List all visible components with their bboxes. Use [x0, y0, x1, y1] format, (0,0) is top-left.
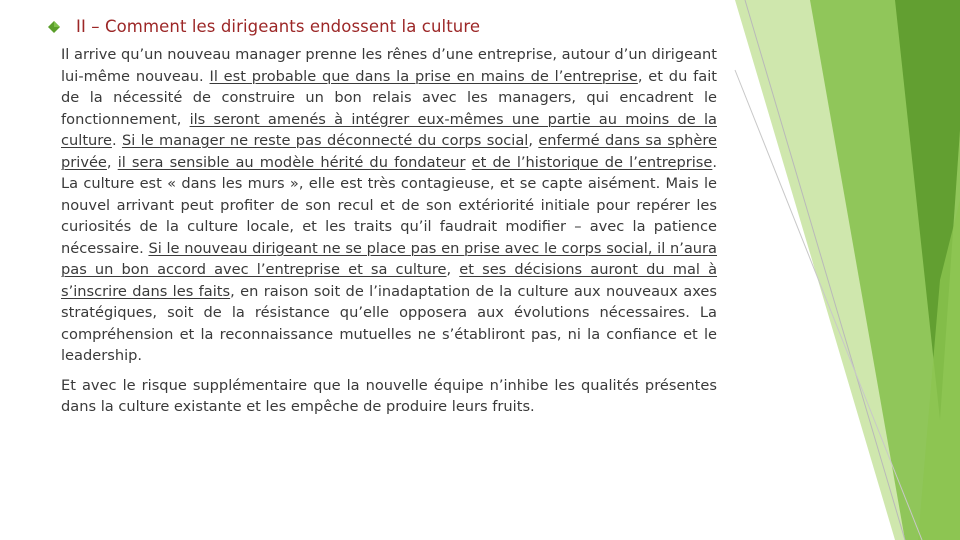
slide-body [61, 44, 717, 418]
underlined-segment: il sera sensible au modèle hérité du fondateur [117, 153, 466, 171]
paragraph-1 [61, 44, 717, 367]
paragraph-2: Et avec le risque supplémentaire que la nouvelle équipe n’inhibe les qualités présentes dans la culture existante et les empêche de produire leurs fruits. [61, 376, 717, 415]
slide-title: II – Comment les dirigeants endossent la culture [76, 16, 481, 36]
text-segment: Il arrive qu’un nouveau manager prenne les rênes d’une entreprise, autour d’un dirigeant lui-même nouveau. [61, 46, 717, 85]
underlined-segment: et de l’historique de l’entreprise [471, 153, 713, 171]
text-segment: , [446, 261, 460, 278]
diamond-bullet-icon [48, 21, 60, 33]
underlined-segment: ils seront amenés à intégrer eux-mêmes une partie au moins de la culture [61, 110, 717, 149]
underlined-segment: Il est probable que dans la prise en mains de l’entreprise [209, 67, 638, 85]
text-segment: , et du fait de la nécessité de construire un bon relais avec les managers, qui encadrent le fonctionnement, [61, 67, 717, 128]
text-segment: . La culture est « dans les murs », elle est très contagieuse, et se capte aisément. Mais le nouvel arrivant peut profiter de son recul et de son extériorité initiale pour repérer les curiosités de la culture locale, et les traits qu’il faudrait modifier – avec la patience nécessaire. [61, 153, 717, 257]
underlined-segment: Si le manager ne reste pas déconnecté du corps social [121, 132, 529, 149]
underlined-segment: enfermé dans sa sphère privée [61, 132, 718, 171]
underlined-segment: et ses décisions auront du mal à s’inscrire dans les faits [61, 261, 718, 300]
text-segment: , [106, 153, 118, 171]
title-row [48, 14, 480, 38]
text-segment: , en raison soit de l’inadaptation de la culture aux nouveaux axes stratégiques, soit de la résistance qu’elle opposera aux évolutions nécessaires. La compréhension et la reconnaissance mutuelles ne s’établiront pas, ni la confiance et le leadership. [61, 282, 717, 364]
underlined-segment: Si le nouveau dirigeant ne se place pas en prise avec le corps social, il n’aura pas un bon accord avec l’entreprise et sa culture [61, 239, 718, 278]
text-segment: . [111, 132, 122, 149]
text-segment: , [528, 132, 539, 149]
